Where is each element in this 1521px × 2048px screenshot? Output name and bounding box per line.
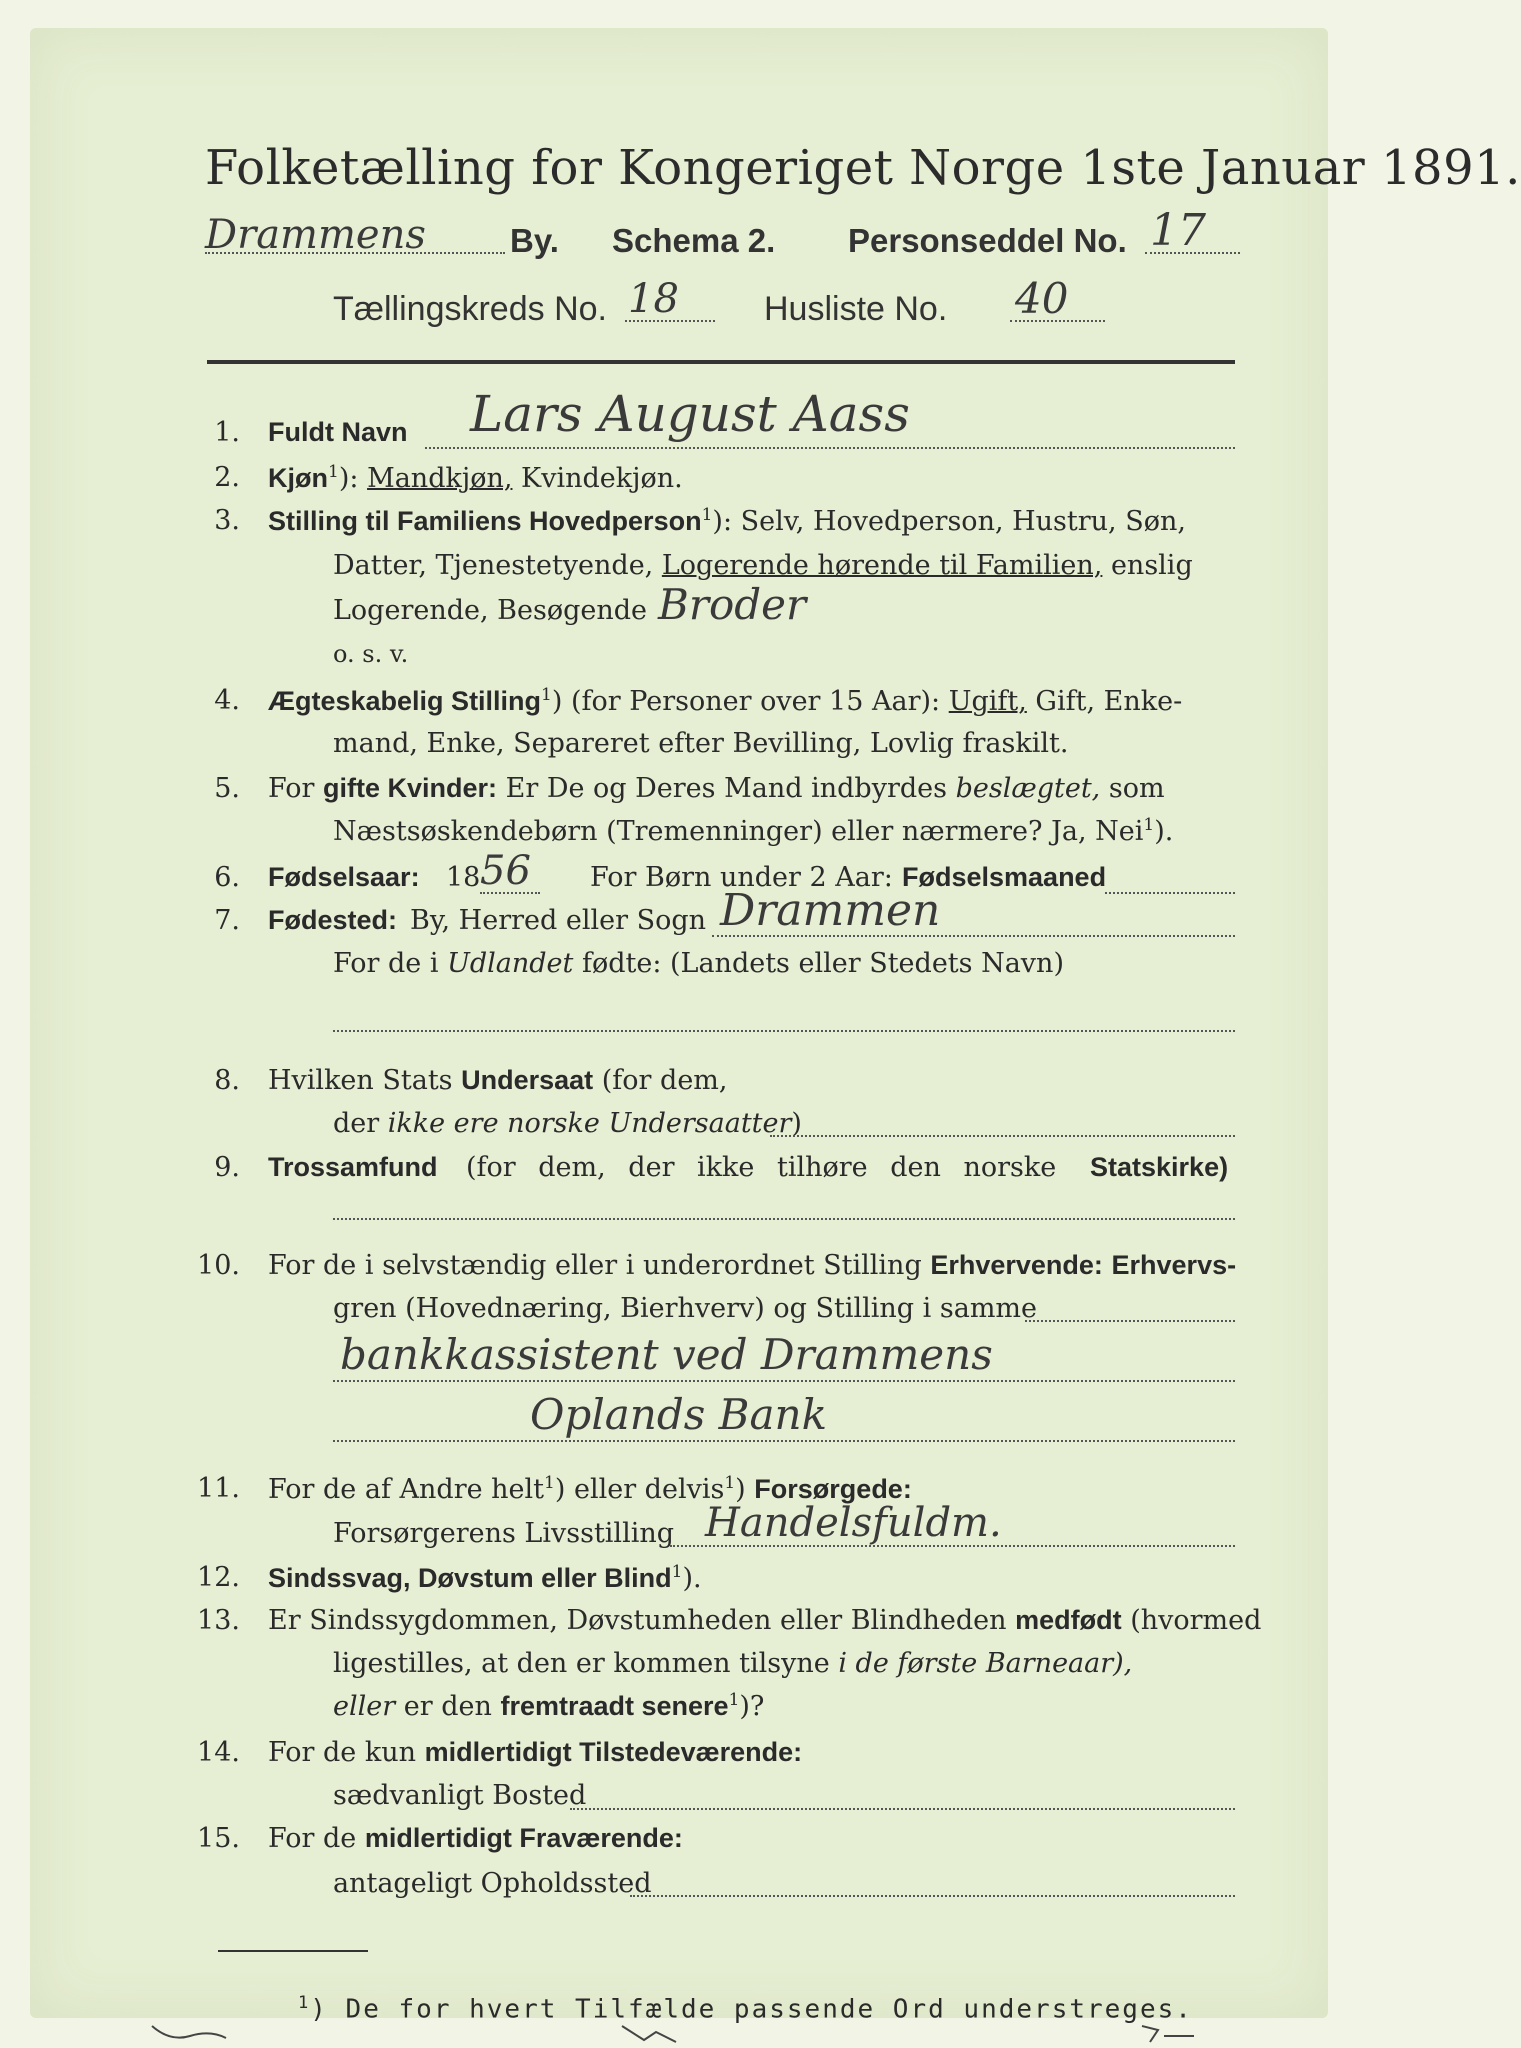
q10-dotline1 xyxy=(333,1380,1235,1382)
personseddel-value: 17 xyxy=(1150,205,1206,256)
q8-dotline xyxy=(770,1135,1235,1137)
q15-number: 15. xyxy=(197,1823,240,1854)
q2-number: 2. xyxy=(214,462,240,493)
q9-text: (for dem, der ikke tilhøre den norske xyxy=(466,1152,1057,1183)
q10-number: 10. xyxy=(197,1250,240,1281)
q13-line1: Er Sindssygdommen, Døvstumheden eller Blindheden medfødt (hvormed xyxy=(268,1605,1262,1636)
husliste-value: 40 xyxy=(1015,274,1069,323)
q15-label: midlertidigt Fraværende: xyxy=(364,1823,683,1853)
q8-line2: der ikke ere norske Undersaatter) xyxy=(333,1108,802,1139)
q7-text: By, Herred eller Sogn xyxy=(410,905,706,936)
q2-option-mandkjon: Mandkjøn, xyxy=(367,463,513,494)
q3-line3: Logerende, Besøgende xyxy=(333,595,647,626)
city-dotline xyxy=(205,252,505,254)
q6-label: Fødselsaar: xyxy=(268,862,420,892)
q10-line2: gren (Hovednæring, Bierhverv) og Stilling i samme xyxy=(333,1293,1038,1324)
q12-line: Sindssvag, Døvstum eller Blind$^1$). xyxy=(268,1562,702,1594)
q3-line2: Datter, Tjenestetyende, Logerende hørende til Familien, enslig xyxy=(333,550,1193,581)
q8-line1: Hvilken Stats Undersaat (for dem, xyxy=(268,1065,728,1096)
q7-dotline xyxy=(712,935,1235,937)
q3-label: Stilling til Familiens Hovedperson xyxy=(268,506,702,536)
kreds-value: 18 xyxy=(628,276,679,322)
q7-label: Fødested: xyxy=(268,905,398,935)
q1-dotline xyxy=(425,447,1235,449)
q6-answer: 56 xyxy=(480,848,531,894)
personseddel-label: Personseddel No. xyxy=(848,222,1127,259)
q8-number: 8. xyxy=(214,1065,240,1096)
q12-label: Sindssvag, Døvstum eller Blind xyxy=(268,1563,672,1593)
q4-label: Ægteskabelig Stilling xyxy=(268,686,542,716)
q14-line2: sædvanligt Bosted xyxy=(333,1780,587,1811)
q15-dotline xyxy=(630,1895,1235,1897)
q1-answer: Lars August Aass xyxy=(470,385,910,443)
q6-month-dotline xyxy=(1105,892,1235,894)
q2-line: Kjøn$^1$): Mandkjøn, Kvindekjøn. xyxy=(268,462,683,494)
q6-label2: Fødselsmaaned xyxy=(902,862,1107,892)
form-title: Folketælling for Kongeriget Norge 1ste Januar 1891. xyxy=(205,140,1521,196)
header-rule xyxy=(207,360,1235,364)
q10-answer-line1: bankkassistent ved Drammens xyxy=(340,1330,993,1379)
q3-answer: Broder xyxy=(658,580,807,629)
footnote: $^1$) De for hvert Tilfælde passende Ord understreges. xyxy=(298,1993,1193,2025)
q13-line3: eller er den fremtraadt senere$^1$)? xyxy=(333,1690,765,1722)
q15-line1: For de midlertidigt Fraværende: xyxy=(268,1823,683,1854)
q5-line2: Næstsøskendebørn (Tremenninger) eller nærmere? Ja, Nei$^1$). xyxy=(333,815,1174,847)
q11-dotline xyxy=(670,1545,1235,1547)
q10-dotline2 xyxy=(333,1440,1235,1442)
q3-line1: Stilling til Familiens Hovedperson$^1$): Selv, Hovedperson, Hustru, Søn, xyxy=(268,505,1186,537)
q5-label: gifte Kvinder: xyxy=(323,773,498,803)
city-value: Drammens xyxy=(205,212,426,258)
q2-label: Kjøn xyxy=(268,463,328,493)
q9-label: Trossamfund xyxy=(268,1152,438,1182)
q6-mid: For Børn under 2 Aar: xyxy=(590,862,893,893)
footnote-rule xyxy=(218,1950,368,1952)
q6-number: 6. xyxy=(214,862,240,893)
q10-line1: For de i selvstændig eller i underordnet Stilling Erhvervende: Erhvervs- xyxy=(268,1250,1237,1281)
q13-line2: ligestilles, at den er kommen tilsyne i de første Barneaar), xyxy=(333,1648,1133,1679)
kreds-dotline xyxy=(625,320,715,322)
pencil-mark xyxy=(620,2020,680,2048)
q4-line2: mand, Enke, Separeret efter Bevilling, Lovlig fraskilt. xyxy=(333,728,1069,759)
schema-label: Schema 2. xyxy=(612,222,776,259)
q12-number: 12. xyxy=(197,1562,240,1593)
q9-dotline xyxy=(333,1218,1235,1220)
q13-label2: fremtraadt senere xyxy=(500,1691,729,1721)
q8-label: Undersaat xyxy=(461,1065,594,1095)
personseddel-dotline xyxy=(1145,252,1240,254)
city-label: By. xyxy=(510,222,559,259)
q7-number: 7. xyxy=(214,905,240,936)
q11-line2: Forsørgerens Livsstilling xyxy=(333,1518,675,1549)
q6-dotline xyxy=(480,892,540,894)
q11-line1: For de af Andre helt$^1$) eller delvis$^1$) Forsørgede: xyxy=(268,1473,912,1505)
q4-line1: Ægteskabelig Stilling$^1$) (for Personer over 15 Aar): Ugift, Gift, Enke- xyxy=(268,685,1183,717)
q14-line1: For de kun midlertidigt Tilstedeværende: xyxy=(268,1737,803,1768)
q11-answer: Handelsfuldm. xyxy=(705,1500,1002,1546)
q10-label: Erhvervende: xyxy=(930,1250,1103,1280)
husliste-label: Husliste No. xyxy=(764,290,948,328)
q2-option-kvindekjon: Kvindekjøn. xyxy=(521,463,683,494)
q7-abroad-dotline xyxy=(333,1030,1235,1032)
q6-prefix: 18 xyxy=(446,862,481,893)
q3-line4: o. s. v. xyxy=(333,640,409,668)
q15-line2: antageligt Opholdssted xyxy=(333,1868,652,1899)
q11-number: 11. xyxy=(197,1473,240,1504)
q3-number: 3. xyxy=(214,505,240,536)
q13-label: medfødt xyxy=(1015,1605,1122,1635)
q5-number: 5. xyxy=(214,773,240,804)
pencil-mark xyxy=(1140,2020,1200,2048)
q4-number: 4. xyxy=(214,685,240,716)
q10-answer-line2: Oplands Bank xyxy=(530,1390,828,1439)
q4-option-ugift: Ugift, xyxy=(948,686,1027,717)
q7-line2: For de i Udlandet fødte: (Landets eller Stedets Navn) xyxy=(333,948,1064,979)
q11-label: Forsørgede: xyxy=(754,1474,912,1504)
husliste-dotline xyxy=(1010,320,1105,322)
q9-number: 9. xyxy=(214,1152,240,1183)
q9-label2: Statskirke) xyxy=(1090,1152,1229,1182)
q14-label: midlertidigt Tilstedeværende: xyxy=(424,1737,803,1767)
q5-line1: For gifte Kvinder: Er De og Deres Mand indbyrdes beslægtet, som xyxy=(268,773,1165,804)
q13-number: 13. xyxy=(197,1605,240,1636)
q1-number: 1. xyxy=(214,417,240,448)
q14-number: 14. xyxy=(197,1737,240,1768)
q7-answer: Drammen xyxy=(720,885,941,936)
q14-dotline xyxy=(570,1808,1235,1810)
q1-label: Fuldt Navn xyxy=(268,417,408,447)
q10-line2-dotline xyxy=(1025,1320,1235,1322)
kreds-label: Tællingskreds No. xyxy=(333,290,607,328)
pencil-mark xyxy=(150,2020,230,2048)
